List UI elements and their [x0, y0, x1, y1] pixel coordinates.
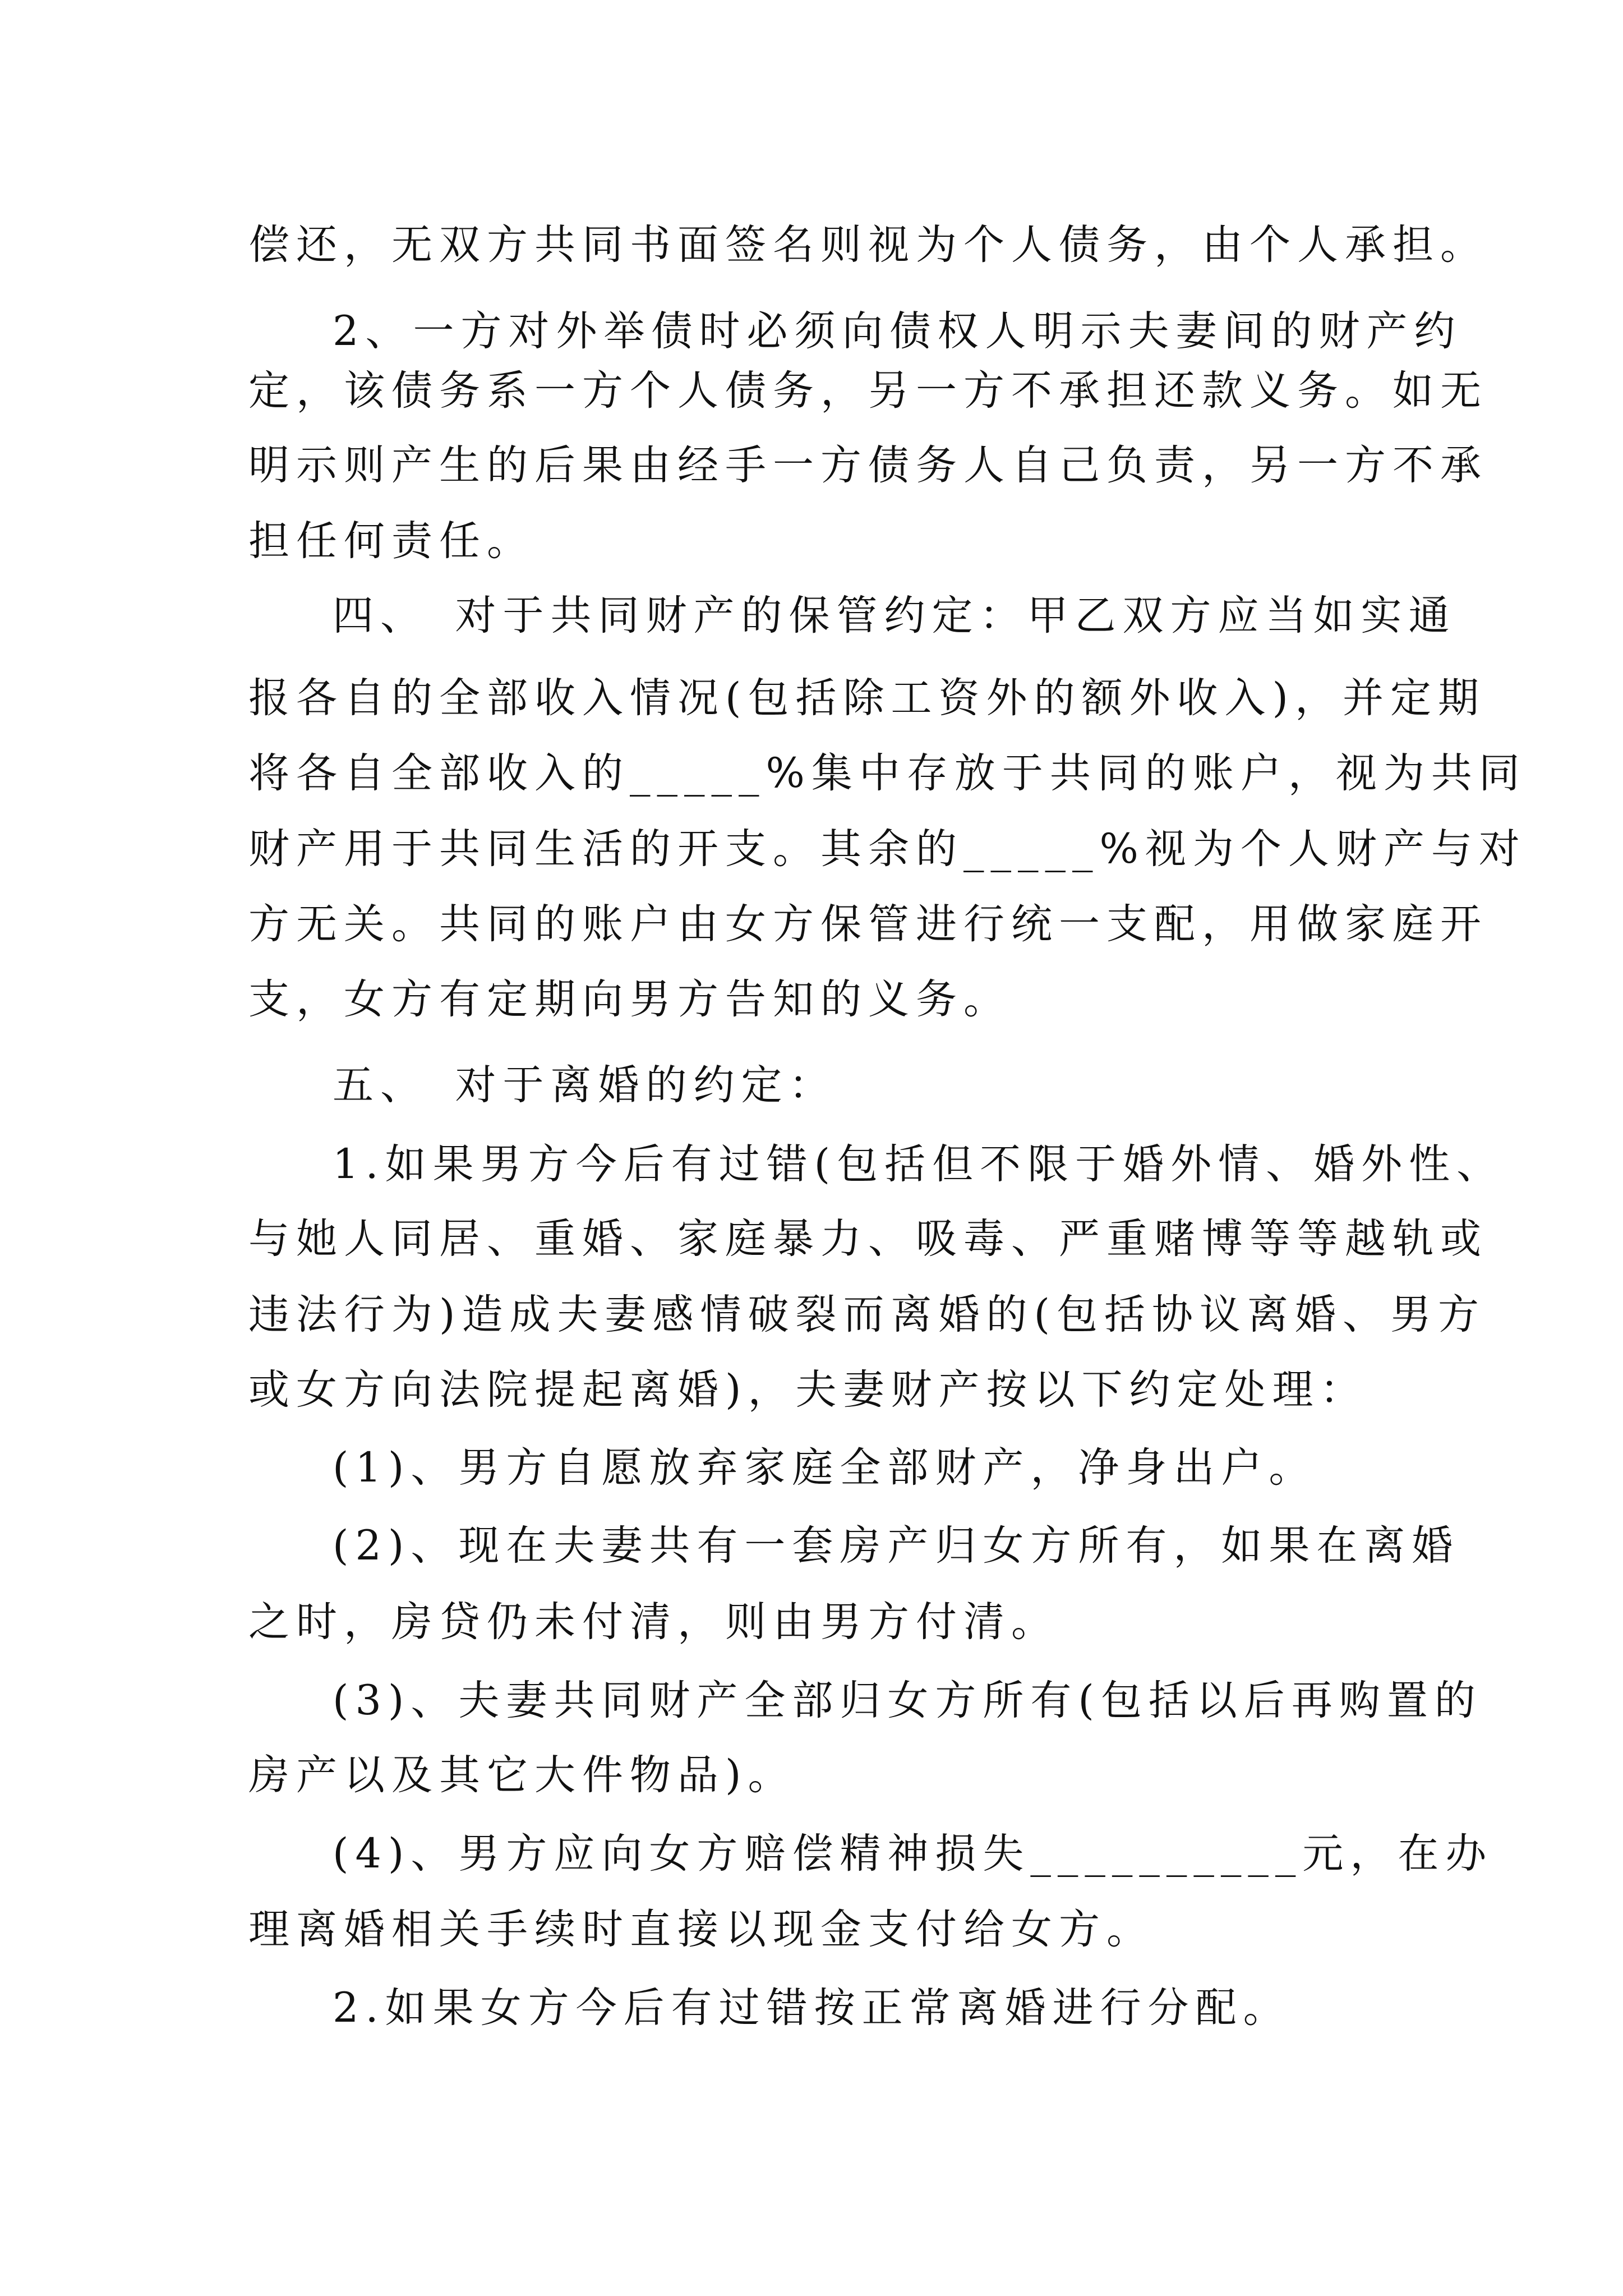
text-line: 理离婚相关手续时直接以现金支付给女方。: [248, 1906, 1154, 1953]
text-line: 违法行为)造成夫妻感情破裂而离婚的(包括协议离婚、男方: [248, 1291, 1486, 1338]
text-line: 担任何责任。: [248, 517, 534, 565]
text-line: 与她人同居、重婚、家庭暴力、吸毒、严重赌博等等越轨或: [248, 1215, 1488, 1263]
text-line: (2)、现在夫妻共有一套房产归女方所有，如果在离婚: [333, 1522, 1460, 1570]
text-line: 方无关。共同的账户由女方保管进行统一支配，用做家庭开: [248, 900, 1488, 948]
text-line: 四、 对于共同财产的保管约定：甲乙双方应当如实通: [333, 592, 1456, 639]
text-line: 偿还，无双方共同书面签名则视为个人债务，由个人承担。: [248, 221, 1488, 269]
text-line: 1.如果男方今后有过错(包括但不限于婚外情、婚外性、: [333, 1140, 1505, 1188]
text-line: (1)、男方自愿放弃家庭全部财产，净身出户。: [333, 1444, 1317, 1492]
text-line: (4)、男方应向女方赔偿精神损失__________元，在办: [333, 1830, 1493, 1878]
text-line: 报各自的全部收入情况(包括除工资外的额外收入)，并定期: [248, 674, 1486, 722]
text-line: 将各自全部收入的_____%集中存放于共同的账户，视为共同: [248, 749, 1527, 797]
text-line: 2.如果女方今后有过错按正常离婚进行分配。: [333, 1984, 1291, 2032]
text-line: 房产以及其它大件物品)。: [248, 1751, 796, 1799]
text-line: 财产用于共同生活的开支。其余的_____%视为个人财产与对: [248, 825, 1527, 873]
text-line: 五、 对于离婚的约定：: [333, 1061, 837, 1109]
text-line: 定，该债务系一方个人债务，另一方不承担还款义务。如无: [248, 367, 1488, 415]
text-line: (3)、夫妻共同财产全部归女方所有(包括以后再购置的: [333, 1677, 1482, 1724]
text-line: 支，女方有定期向男方告知的义务。: [248, 976, 1011, 1023]
text-line: 或女方向法院提起离婚)，夫妻财产按以下约定处理：: [248, 1366, 1368, 1414]
text-line: 之时，房贷仍未付清，则由男方付清。: [248, 1598, 1059, 1646]
text-line: 明示则产生的后果由经手一方债务人自己负责，另一方不承: [248, 441, 1488, 489]
text-line: 2、一方对外举债时必须向债权人明示夫妻间的财产约: [333, 307, 1462, 355]
